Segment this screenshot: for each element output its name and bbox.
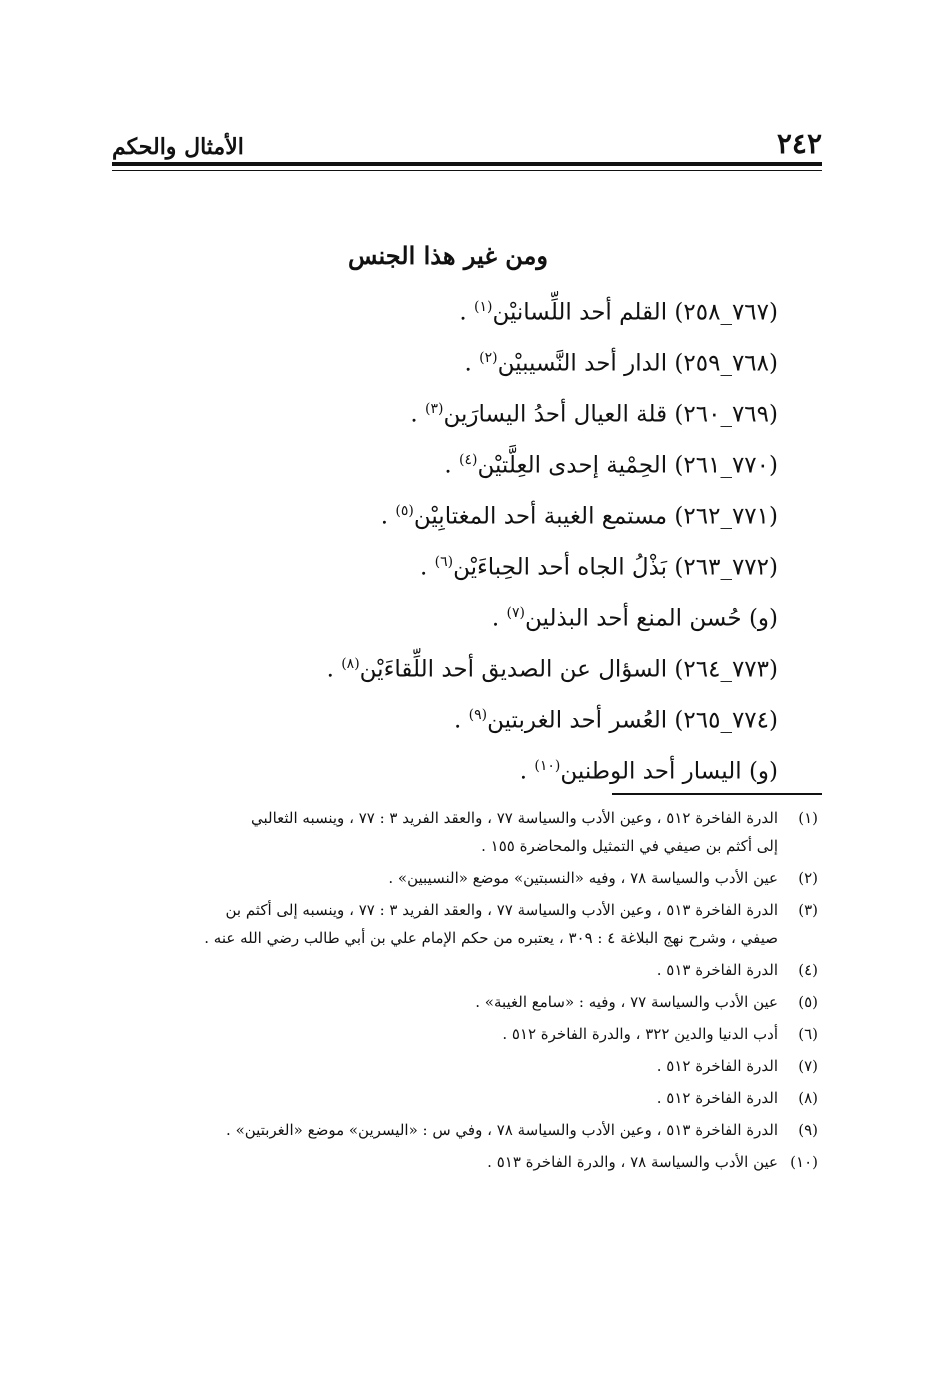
footnote-marker: (٤) [459, 452, 478, 468]
proverb-end: . [410, 401, 418, 428]
proverb-number: (و) [748, 605, 778, 632]
header-rule-thick [112, 162, 822, 166]
proverb-list [112, 287, 778, 797]
footnote [112, 1149, 818, 1177]
footnote-number: (٩) [798, 1121, 818, 1139]
footnote-marker: (١) [473, 299, 493, 315]
proverb-number: (٧٦٨_٢٥٩) [674, 350, 778, 377]
footnote-text [112, 957, 778, 985]
proverb-item [112, 593, 778, 644]
proverb-number: (٧٧٢_٢٦٣) [674, 554, 778, 581]
footnote-text [112, 1053, 778, 1081]
footnote-marker: (٣) [425, 401, 444, 417]
proverb-end: . [454, 707, 462, 734]
footnote-line: أدب الدنيا والدين ٣٢٢ ، والدرة الفاخرة ٥١٢ . [502, 1025, 778, 1043]
proverb-text: مستمع الغيبة أحد المغتابِيْن [413, 503, 668, 530]
proverb-text: العُسر أحد الغربتين [487, 707, 668, 734]
page-number: ٢٤٢ [776, 127, 822, 160]
footnote-number: (٧) [798, 1057, 818, 1075]
footnote-marker: (٩) [468, 707, 488, 723]
footnote-text [112, 1021, 778, 1049]
footnote-line: صيفي ، وشرح نهج البلاغة ٤ : ٣٠٩ ، يعتبره من حكم الإمام علي بن أبي طالب رضي الله عنه . [204, 929, 778, 947]
footnote-marker: (٦) [434, 554, 454, 570]
proverb-text: الدار أحد النَّسيبيْن [497, 350, 668, 377]
footnote [112, 865, 818, 893]
footnote-marker: (٥) [395, 503, 414, 519]
proverb-item [112, 542, 778, 593]
proverb-end: . [464, 350, 472, 377]
footnote-line: الدرة الفاخرة ٥١٣ . [656, 961, 778, 979]
footnote-text [112, 805, 778, 861]
proverb-text: اليسار أحد الوطنين [560, 758, 742, 785]
running-title: الأمثال والحكم [112, 134, 244, 160]
proverb-item [112, 644, 778, 695]
footnote-number: (٢) [798, 869, 818, 887]
footnote-number: (٣) [798, 901, 818, 919]
proverb-item [112, 695, 778, 746]
footnote-text [112, 1149, 778, 1177]
header-rule-thin [112, 170, 822, 171]
page-header [112, 118, 822, 158]
footnote-number: (٨) [798, 1089, 818, 1107]
footnote-text [112, 1085, 778, 1113]
footnote [112, 1053, 818, 1081]
footnote-number: (٤) [798, 961, 818, 979]
footnote-text [112, 1117, 778, 1145]
footnote [112, 805, 818, 861]
proverb-text: قلة العيال أحدُ اليسارَين [443, 401, 668, 428]
proverb-end: . [326, 656, 334, 683]
footnote-text [112, 865, 778, 893]
footnote-marker: (٧) [506, 605, 526, 621]
footnote-line: عين الأدب والسياسة ٧٨ ، وفيه «النسبتين» موضع «النسيبين» . [388, 869, 778, 887]
footnote-separator [612, 793, 822, 795]
proverb-end: . [380, 503, 389, 530]
footnotes [112, 805, 818, 1177]
proverb-number: (و) [748, 758, 778, 785]
footnote [112, 989, 818, 1017]
proverb-text: الحِمْية إحدى العِلَّتيْن [477, 452, 668, 479]
proverb-number: (٧٧٤_٢٦٥) [674, 707, 778, 734]
footnote-line: الدرة الفاخرة ٥١٣ ، وعين الأدب والسياسة ٧٧ ، والعقد الفريد ٣ : ٧٧ ، وينسبه إلى أكثم بن [225, 901, 778, 919]
footnote-text [112, 897, 778, 953]
proverb-number: (٧٧١_٢٦٢) [674, 503, 778, 530]
footnote-number: (٥) [798, 993, 818, 1011]
proverb-end: . [491, 605, 500, 632]
footnote-marker: (١٠) [534, 758, 561, 774]
proverb-end: . [419, 554, 428, 581]
footnote-marker: (٢) [479, 350, 498, 366]
footnote-line: عين الأدب والسياسة ٧٨ ، والدرة الفاخرة ٥١٣ . [487, 1153, 778, 1171]
proverb-number: (٧٦٧_٢٥٨) [674, 299, 778, 326]
footnote [112, 1117, 818, 1145]
proverb-item [112, 338, 778, 389]
proverb-end: . [459, 299, 467, 326]
proverb-text: القلم أحد اللِّسانيْن [492, 299, 668, 326]
proverb-number: (٧٧٠_٢٦١) [674, 452, 778, 479]
proverb-text: حُسن المنع أحد البذلين [525, 605, 742, 632]
footnote-line: الدرة الفاخرة ٥١٢ . [656, 1089, 778, 1107]
footnote-line: الدرة الفاخرة ٥١٢ ، وعين الأدب والسياسة ٧٧ ، والعقد الفريد ٣ : ٧٧ ، وينسبه الثعالبي [250, 809, 778, 827]
footnote-text [112, 989, 778, 1017]
footnote-line: الدرة الفاخرة ٥١٣ ، وعين الأدب والسياسة ٧٨ ، وفي س : «اليسرين» موضع «الغربتين» . [226, 1121, 778, 1139]
section-heading: ومن غير هذا الجنس [347, 241, 548, 270]
footnote [112, 1085, 818, 1113]
proverb-item [112, 440, 778, 491]
proverb-end: . [519, 758, 528, 785]
proverb-text: بَذْلُ الجاه أحد الحِباءَيْن [453, 554, 668, 581]
proverb-item [112, 389, 778, 440]
footnote [112, 1021, 818, 1049]
footnote-number: (٦) [798, 1025, 818, 1043]
proverb-text: السؤال عن الصديق أحد اللِّقاءَيْن [359, 656, 668, 683]
proverb-item [112, 491, 778, 542]
proverb-number: (٧٧٣_٢٦٤) [674, 656, 778, 683]
footnote-line: عين الأدب والسياسة ٧٧ ، وفيه : «سامع الغيبة» . [475, 993, 778, 1011]
footnote-marker: (٨) [341, 656, 360, 672]
proverb-end: . [444, 452, 452, 479]
footnote [112, 897, 818, 953]
proverb-number: (٧٦٩_٢٦٠) [674, 401, 778, 428]
footnote-number: (١٠) [790, 1153, 818, 1171]
proverb-item [112, 746, 778, 797]
proverb-item [112, 287, 778, 338]
footnote-line: إلى أكثم بن صيفي في التمثيل والمحاضرة ١٥٥ . [481, 837, 778, 855]
footnote-number: (١) [798, 809, 818, 827]
footnote-line: الدرة الفاخرة ٥١٢ . [656, 1057, 778, 1075]
footnote [112, 957, 818, 985]
